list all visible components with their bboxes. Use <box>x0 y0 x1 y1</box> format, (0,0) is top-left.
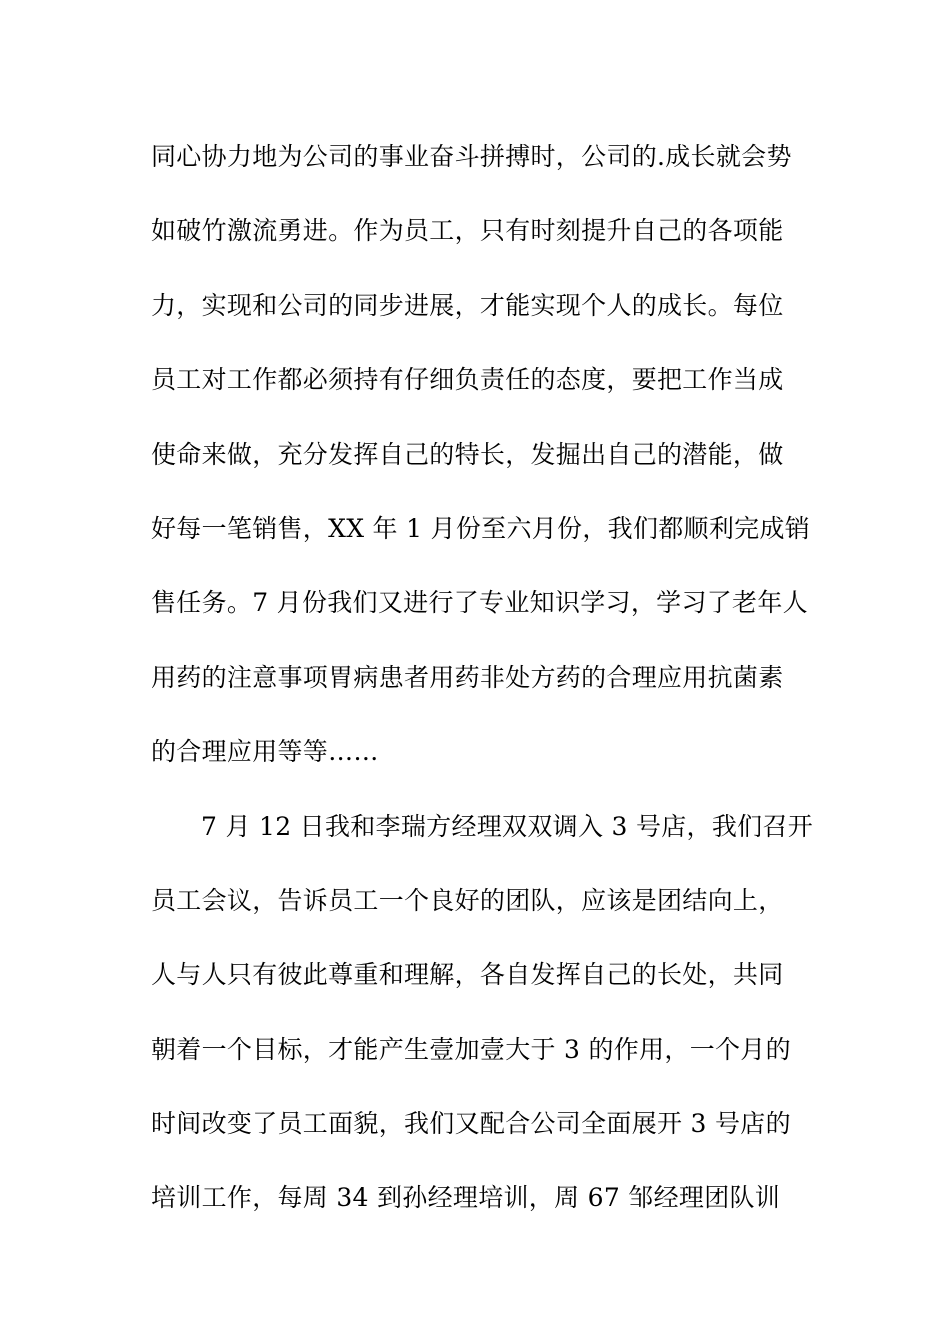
text-line: 员工对工作都必须持有仔细负责任的态度，要把工作当成 <box>151 365 784 395</box>
text-line: 朝着一个目标，才能产生壹加壹大于 3 的作用，一个月的 <box>151 1034 791 1064</box>
text-line: 如破竹激流勇进。作为员工，只有时刻提升自己的各项能 <box>151 216 784 246</box>
text-line: 的合理应用等等…… <box>151 737 379 767</box>
text-line: 力，实现和公司的同步进展，才能实现个人的成长。每位 <box>151 290 784 320</box>
text-line: 人与人只有彼此尊重和理解，各自发挥自己的长处，共同 <box>151 960 784 990</box>
text-line: 用药的注意事项胃病患者用药非处方药的合理应用抗菌素 <box>151 662 784 692</box>
text-line: 好每一笔销售，XX 年 1 月份至六月份，我们都顺利完成销 <box>151 513 811 543</box>
text-line: 时间改变了员工面貌，我们又配合公司全面展开 3 号店的 <box>151 1109 791 1139</box>
text-line: 售任务。7 月份我们又进行了专业知识学习，学习了老年人 <box>151 588 808 618</box>
text-line: 使命来做，充分发挥自己的特长，发掘出自己的潜能，做 <box>151 439 784 469</box>
paragraph-start-line: 7 月 12 日我和李瑞方经理双双调入 3 号店，我们召开 <box>201 811 814 841</box>
text-line: 同心协力地为公司的事业奋斗拼搏时，公司的.成长就会势 <box>151 142 792 171</box>
text-line: 员工会议，告诉员工一个良好的团队，应该是团结向上， <box>151 885 784 915</box>
text-line: 培训工作，每周 34 到孙经理培训，周 67 邹经理团队训 <box>151 1183 781 1213</box>
document-body <box>151 132 814 1248</box>
